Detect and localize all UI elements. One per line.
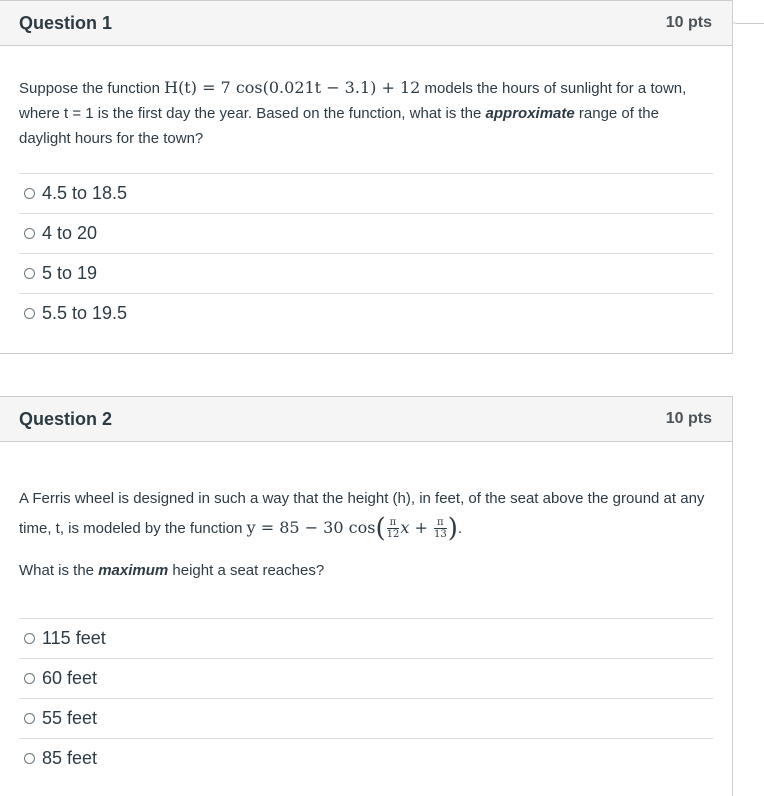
answer-option[interactable] [19,253,713,293]
fraction-numerator: π [387,517,400,529]
question-2-text-part: A Ferris wheel is designed in such a way that the height (h), in feet, of the seat above the ground at any time, t, is modeled by the function [19,490,705,537]
answer-option[interactable] [19,213,713,253]
question-1-answers [19,173,713,333]
fraction [387,517,400,540]
question-2-text-part: height a seat reaches? [168,562,325,579]
question-2-answers [19,618,713,778]
formula-lhs: y = 85 − 30 cos [246,518,376,537]
fraction-numerator: π [434,517,447,529]
question-2-text-part: What is the [19,562,99,579]
answer-option[interactable] [19,738,713,778]
fraction [434,517,447,540]
question-1-formula: H(t) = 7 cos(0.021t − 3.1) + 12 [164,78,421,97]
radio-button[interactable] [24,308,35,319]
answer-label: 85 feet [42,748,98,768]
question-2-emphasis: maximum [98,562,169,579]
answer-label: 5 to 19 [42,263,98,283]
question-1-points: 10 pts [665,14,712,31]
answer-option[interactable] [19,173,713,213]
question-1-text [19,75,714,151]
question-2-formula: y = 85 − 30 cos( $\frac{\pi}{12}$ x + $\frac{\pi}{13}$ ) [246,513,458,544]
formula-operator: + [414,518,428,537]
corner-tab [729,0,764,24]
question-1-title: Question 1 [19,12,113,33]
answer-label: 5.5 to 19.5 [42,303,128,323]
sentence-end: . [457,520,463,537]
question-1-emphasis: approximate [485,105,575,122]
question-2-title: Question 2 [19,408,113,429]
question-1-text-part: range of the daylight hours for the town? [19,105,659,147]
question-2-header [0,397,732,442]
radio-button[interactable] [24,713,35,724]
radio-button[interactable] [24,268,35,279]
radio-button[interactable] [24,188,35,199]
question-2-prompt [19,558,714,583]
answer-option[interactable] [19,698,713,738]
fraction-denominator: 12 [386,529,400,540]
fraction-denominator: 13 [433,529,447,540]
radio-button[interactable] [24,633,35,644]
radio-button[interactable] [24,753,35,764]
answer-label: 4.5 to 18.5 [42,183,128,203]
radio-button[interactable] [24,228,35,239]
question-1-text-part: Suppose the function [19,80,165,97]
formula-variable: x [400,518,410,537]
answer-label: 4 to 20 [42,223,98,243]
question-2-text [19,484,714,543]
answer-option[interactable] [19,618,713,658]
answer-option[interactable] [19,293,713,333]
answer-label: 55 feet [42,708,98,728]
question-1-text-part: models the hours of sunlight for a town, where t = 1 is the first day the year. Based on the function, what is the [19,80,687,122]
answer-option[interactable] [19,658,713,698]
radio-button[interactable] [24,673,35,684]
question-2-points: 10 pts [665,410,712,427]
answer-label: 115 feet [42,628,106,648]
answer-label: 60 feet [42,668,98,688]
question-1-header [0,1,732,46]
